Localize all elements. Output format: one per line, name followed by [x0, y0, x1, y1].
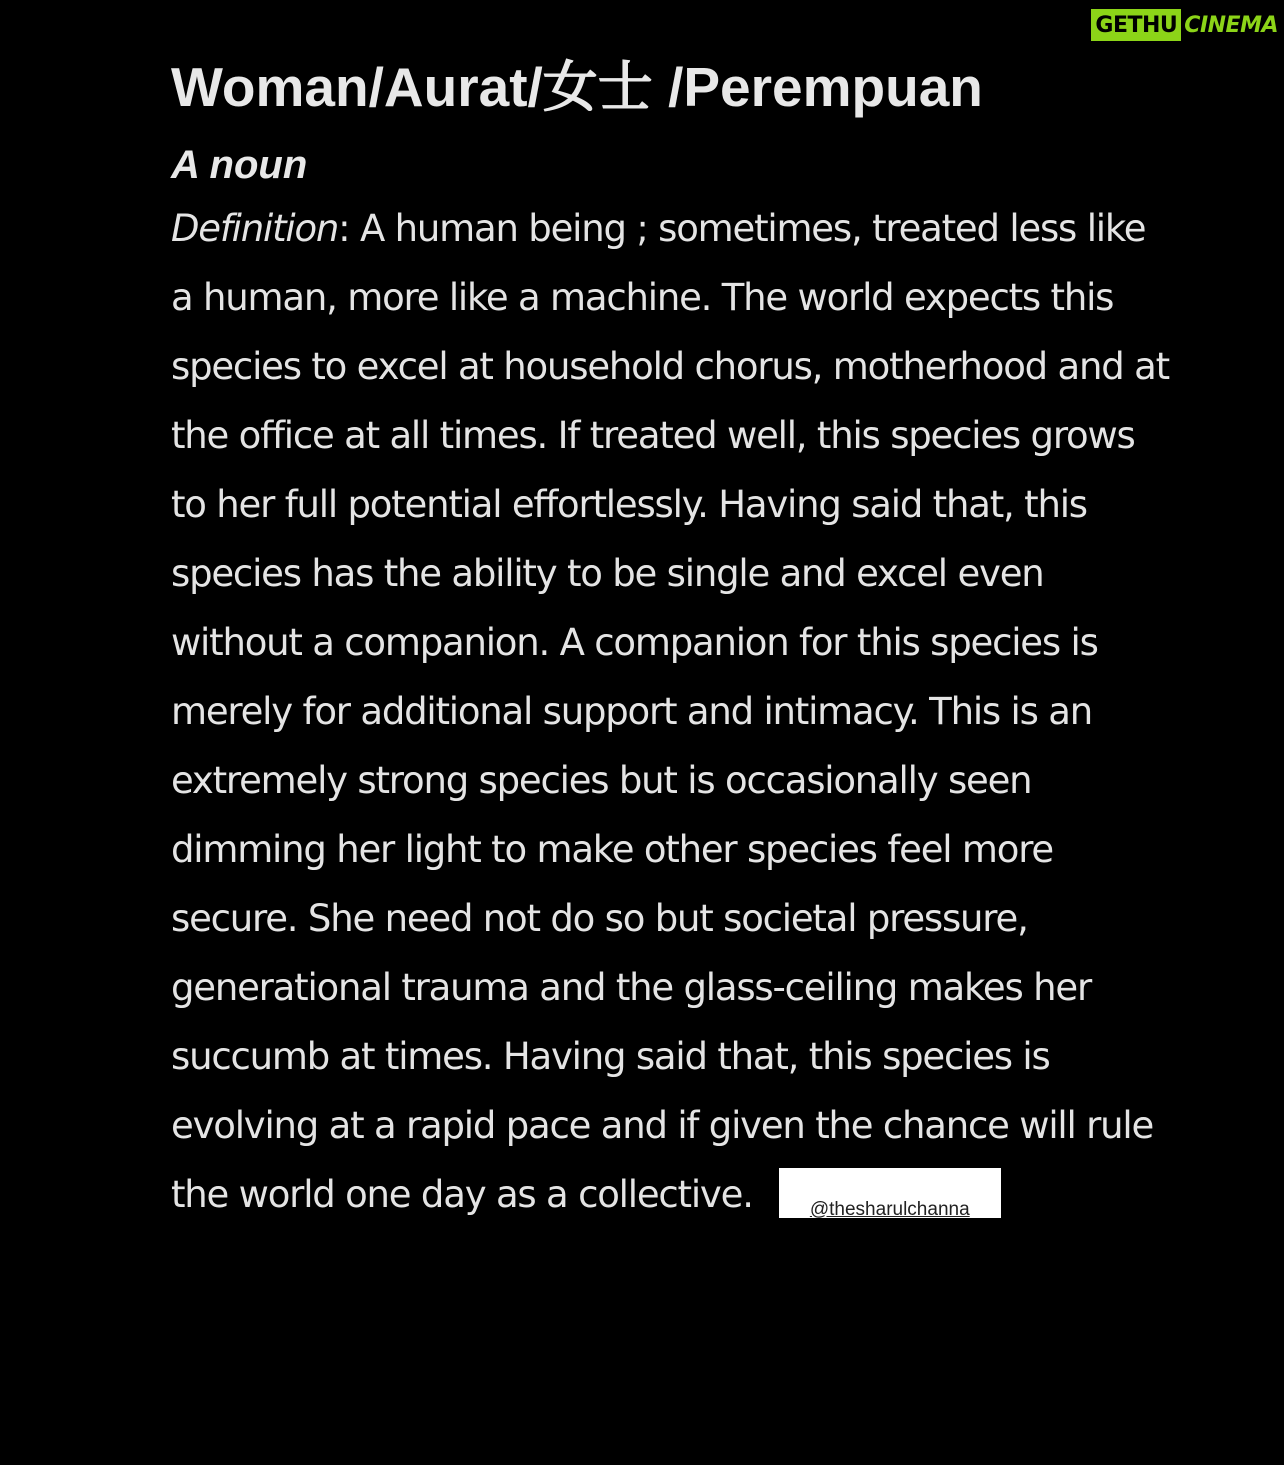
definition-text: A human being ; sometimes, treated less like a human, more like a machine. The world expects this species to excel at household chorus, motherhood and at the office at all times. If treated well, this species grows to her full potential effortlessly. Having said that, this species has the ability to be single and excel even without a companion. A companion for this species is merely for additional support and intimacy. This is an extremely strong species but is occasionally seen dimming her light to make other species feel more secure. She need not do so but societal pressure, generational trauma and the glass-ceiling makes her succumb at times. Having said that, this species is evolving at a rapid pace and if given the chance will rule the world one day as a collective. [171, 207, 1169, 1216]
part-of-speech: A noun [171, 143, 308, 187]
definition-label: Definition [171, 207, 339, 250]
user-handle-tag[interactable] [779, 1168, 1001, 1218]
watermark-right: CINEMA [1184, 12, 1278, 38]
definition-separator: : [338, 207, 360, 250]
definition-paragraph [171, 194, 1171, 1229]
watermark-logo [1091, 9, 1278, 41]
definition-card [171, 50, 1171, 1229]
watermark-left: GETHU [1091, 9, 1181, 41]
user-handle-text[interactable]: @thesharulchanna [809, 1198, 970, 1220]
page-title: Woman/Aurat/女士 /Perempuan [171, 56, 983, 118]
